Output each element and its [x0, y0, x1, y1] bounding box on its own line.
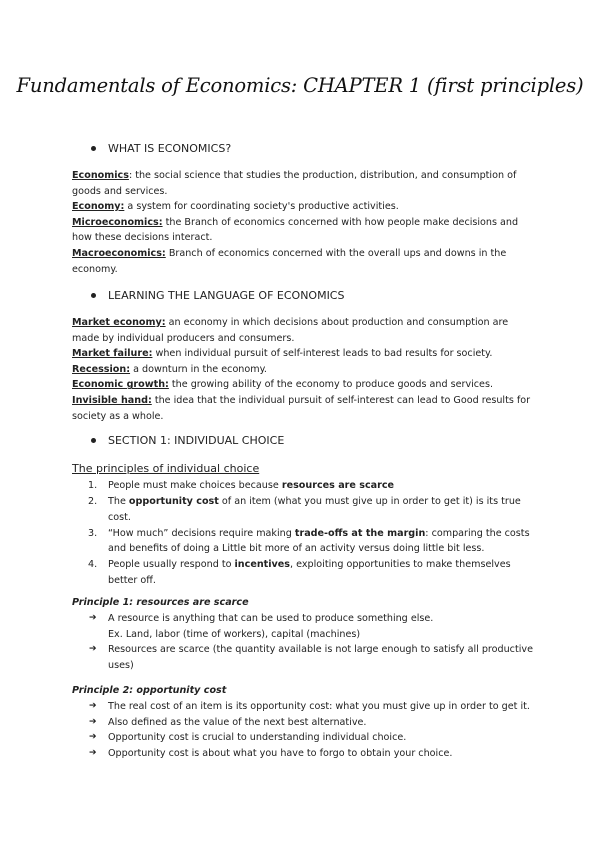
definition-market-failure: Market failure: when individual pursuit of self-interest leads to bad results for society. — [72, 348, 493, 360]
definition-economic-growth: Economic growth: the growing ability of the economy to produce goods and services. — [72, 379, 494, 391]
definition-market-economy: Market economy: an economy in which decisions about production and consumption are made by individual producers and consumers. — [72, 317, 509, 344]
principles-subheading: The principles of individual choice — [72, 462, 260, 475]
arrow-right-icon: ➔ — [89, 644, 97, 655]
principles-list — [72, 478, 534, 589]
bullet-icon — [91, 293, 96, 298]
bullet-icon — [91, 438, 96, 443]
list-item: 2. The opportunity cost of an item (what you must give up in order to get it) is its true cost. — [88, 496, 521, 523]
arrow-right-icon: ➔ — [89, 747, 97, 758]
arrow-right-icon: ➔ — [89, 613, 97, 623]
list-item: ➔ The real cost of an item is its opportunity cost: what you must give up in order to get it. — [72, 699, 534, 715]
section-heading-language-of-economics: LEARNING THE LANGUAGE OF ECONOMICS — [91, 289, 344, 302]
bullet-icon — [91, 146, 96, 151]
list-item: 1. People must make choices because resources are scarce — [88, 480, 395, 491]
list-item: ➔ Opportunity cost is about what you have to forgo to obtain your choice. — [72, 746, 534, 762]
list-item: ➔ Resources are scarce (the quantity available is not large enough to satisfy all productive uses) — [89, 644, 533, 671]
arrow-right-icon: ➔ — [89, 732, 97, 743]
definition-microeconomics: Microeconomics: the Branch of economics concerned with how people make decisions and how these decisions interact. — [72, 216, 519, 244]
definition-economy: Economy: a system for coordinating society's productive activities. — [72, 201, 399, 213]
list-item: 4. People usually respond to incentives, exploiting opportunities to make themselves better off. — [88, 559, 511, 587]
section-heading-what-is-economics: WHAT IS ECONOMICS? — [91, 142, 231, 155]
principle-2-heading: Principle 2: opportunity cost — [72, 685, 227, 696]
principle-2-list — [72, 699, 534, 761]
definition-invisible-hand: Invisible hand: the idea that the individual pursuit of self-interest can lead to Good results for society as a whole. — [72, 394, 531, 422]
list-item: ➔ Also defined as the value of the next best alternative. — [72, 715, 534, 731]
definition-economics: Economics: the social science that studies the production, distribution, and consumption of goods and services. — [72, 170, 517, 197]
definition-recession: Recession: a downturn in the economy. — [72, 363, 267, 375]
definitions-block-2 — [72, 315, 534, 424]
principle-1-list — [72, 611, 534, 673]
section-heading-individual-choice: SECTION 1: INDIVIDUAL CHOICE — [91, 434, 284, 447]
arrow-right-icon: ➔ — [89, 701, 97, 711]
arrow-right-icon: ➔ — [89, 716, 97, 727]
principle-1-heading: Principle 1: resources are scarce — [72, 597, 249, 608]
list-item: 3. “How much” decisions require making trade-offs at the margin: comparing the costs and benefits of doing a Little bit more of an activity versus doing little bit less. — [88, 527, 530, 555]
definitions-block-1 — [72, 168, 534, 277]
list-item: ➔ A resource is anything that can be used to produce something else. — [72, 611, 534, 627]
list-item: ➔ Opportunity cost is crucial to understanding individual choice. — [72, 730, 534, 746]
definition-macroeconomics: Macroeconomics: Branch of economics concerned with the overall ups and downs in the economy. — [72, 247, 507, 275]
page-title: Fundamentals of Economics: CHAPTER 1 (first principles) — [16, 74, 584, 97]
list-item-continuation: Ex. Land, labor (time of workers), capital (machines) — [108, 628, 361, 640]
